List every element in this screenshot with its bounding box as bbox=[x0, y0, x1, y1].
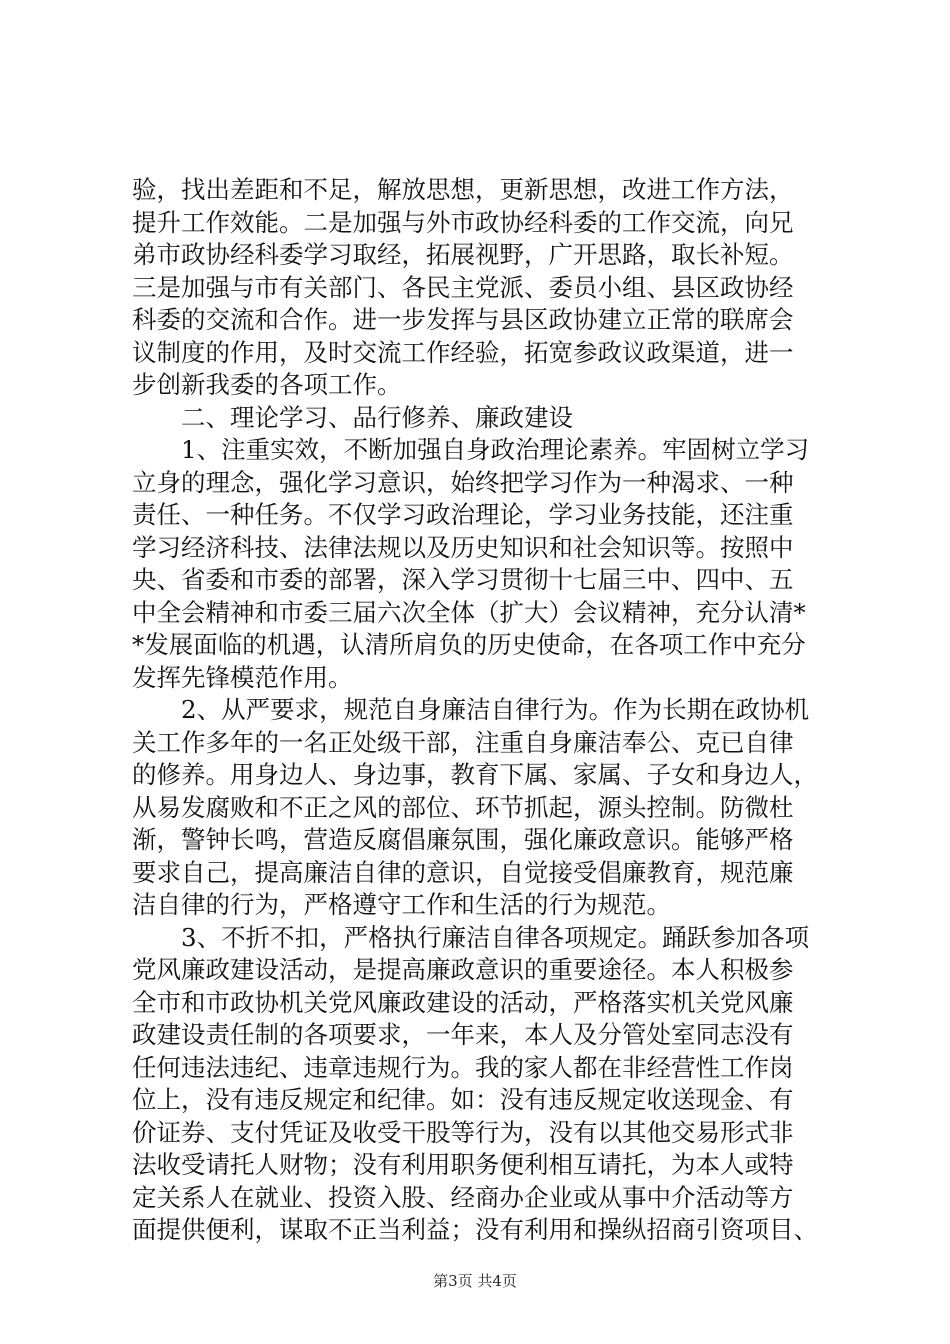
text-line: 中全会精神和市委三届六次全体（扩大）会议精神，充分认清* bbox=[132, 597, 806, 627]
text-line: 科委的交流和合作。进一步发挥与县区政协建立正常的联席会 bbox=[132, 305, 794, 334]
text-line: 的修养。用身边人、身边事，教育下属、家属、子女和身边人， bbox=[132, 760, 818, 789]
text-line: 二、理论学习、品行修养、廉政建设 bbox=[132, 402, 573, 432]
text-line: 位上，没有违反规定和纪律。如：没有违反规定收送现金、有 bbox=[132, 1085, 794, 1114]
text-line: 面提供便利，谋取不正当利益；没有利用和操纵招商引资项目、 bbox=[132, 1215, 818, 1244]
text-line: 1、注重实效，不断加强自身政治理论素养。牢固树立学习 bbox=[132, 435, 810, 464]
text-line: 弟市政协经科委学习取经，拓展视野，广开思路，取长补短。 bbox=[132, 240, 794, 269]
text-line: *发展面临的机遇，认清所肩负的历史使命，在各项工作中充分 bbox=[132, 630, 806, 659]
text-line: 学习经济科技、法律法规以及历史知识和社会知识等。按照中 bbox=[132, 532, 794, 562]
text-line: 3、不折不扣，严格执行廉洁自律各项规定。踊跃参加各项 bbox=[132, 922, 810, 952]
text-line: 价证券、支付凭证及收受干股等行为，没有以其他交易形式非 bbox=[132, 1117, 794, 1147]
text-line: 党风廉政建设活动，是提高廉政意识的重要途径。本人积极参 bbox=[132, 955, 794, 984]
text-line: 渐，警钟长鸣，营造反腐倡廉氛围，强化廉政意识。能够严格 bbox=[132, 825, 794, 854]
text-line: 验，找出差距和不足，解放思想，更新思想，改进工作方法， bbox=[132, 175, 794, 204]
text-line: 2、从严要求，规范自身廉洁自律行为。作为长期在政协机 bbox=[132, 695, 810, 724]
text-line: 立身的理念，强化学习意识，始终把学习作为一种渴求、一种 bbox=[132, 467, 794, 497]
text-line: 要求自己，提高廉洁自律的意识，自觉接受倡廉教育，规范廉 bbox=[132, 857, 794, 887]
text-line: 议制度的作用，及时交流工作经验，拓宽参政议政渠道，进一 bbox=[132, 337, 794, 367]
text-line: 三是加强与市有关部门、各民主党派、委员小组、县区政协经 bbox=[132, 272, 794, 302]
text-line: 定关系人在就业、投资入股、经商办企业或从事中介活动等方 bbox=[132, 1182, 794, 1212]
text-line: 任何违法违纪、违章违规行为。我的家人都在非经营性工作岗 bbox=[132, 1052, 794, 1082]
text-line: 法收受请托人财物；没有利用职务便利相互请托，为本人或特 bbox=[132, 1150, 794, 1179]
text-line: 全市和市政协机关党风廉政建设的活动，严格落实机关党风廉 bbox=[132, 987, 794, 1017]
text-line: 责任、一种任务。不仅学习政治理论，学习业务技能，还注重 bbox=[132, 500, 794, 529]
text-line: 洁自律的行为，严格遵守工作和生活的行为规范。 bbox=[132, 890, 671, 919]
text-line: 央、省委和市委的部署，深入学习贯彻十七届三中、四中、五 bbox=[132, 565, 794, 594]
text-line: 发挥先锋模范作用。 bbox=[132, 662, 353, 692]
text-line: 步创新我委的各项工作。 bbox=[132, 370, 402, 399]
body-text bbox=[132, 174, 844, 1247]
text-line: 从易发腐败和不正之风的部位、环节抓起，源头控制。防微杜 bbox=[132, 792, 794, 822]
text-line: 提升工作效能。二是加强与外市政协经科委的工作交流，向兄 bbox=[132, 207, 794, 237]
text-line: 关工作多年的一名正处级干部，注重自身廉洁奉公、克已自律 bbox=[132, 727, 794, 757]
text-line: 政建设责任制的各项要求，一年来，本人及分管处室同志没有 bbox=[132, 1020, 794, 1049]
page-footer: 第3页 共4页 bbox=[433, 1272, 517, 1290]
